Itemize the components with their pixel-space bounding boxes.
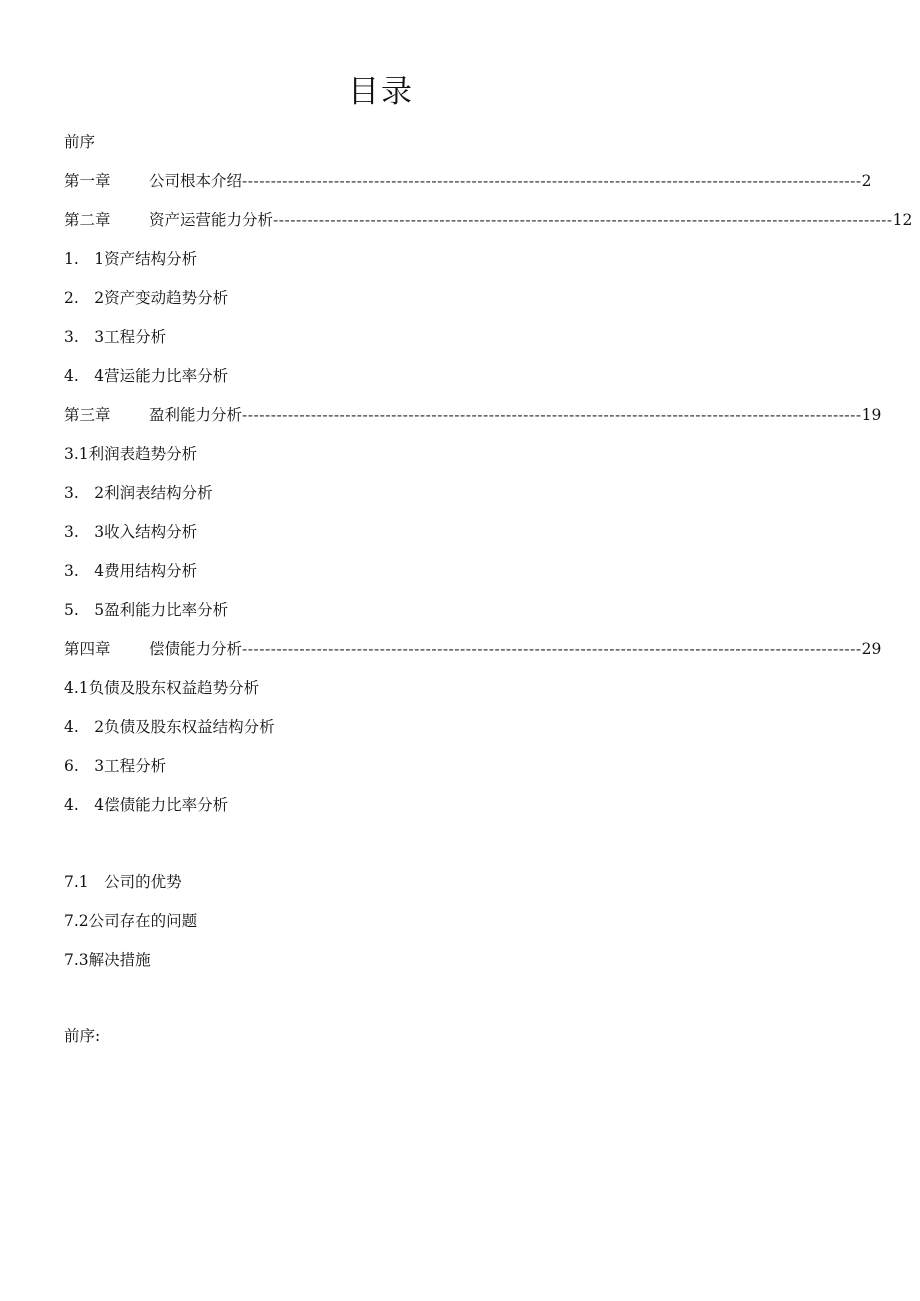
toc-section: 4. 4营运能力比率分析 [64,367,229,385]
chapter-page-number: 2 [861,172,872,190]
chapter-name: 盈利能力分析 [149,406,243,424]
chapter-name: 公司根本介绍 [149,172,243,190]
chapter-label: 第四章 [64,640,111,658]
toc-preface: 前序 [64,133,96,151]
toc-section: 4. 2负债及股东权益结构分析 [64,718,275,736]
dot-leader: ------------------------------------------------------------------------------------------------------------ [242,406,862,424]
chapter-name: 资产运营能力分析 [149,211,274,229]
dot-leader: ------------------------------------------------------------------------------------------------------------ [273,211,893,229]
toc-section: 3. 3收入结构分析 [64,523,198,541]
toc-section: 5. 5盈利能力比率分析 [64,601,229,619]
toc-section: 3. 2利润表结构分析 [64,484,213,502]
chapter-name: 偿债能力分析 [149,640,243,658]
toc-section: 4. 4偿债能力比率分析 [64,796,229,814]
toc-section: 7.3解决措施 [64,951,151,969]
toc-section: 7.2公司存在的问题 [64,912,198,930]
toc-section: 2. 2资产变动趋势分析 [64,289,229,307]
toc-section: 4.1负债及股东权益趋势分析 [64,679,260,697]
chapter-page-number: 29 [861,640,882,658]
preface-heading: 前序: [64,1027,101,1045]
toc-section: 3. 3工程分析 [64,328,167,346]
toc-chapter-4 [64,639,882,659]
toc-section: 1. 1资产结构分析 [64,250,198,268]
chapter-page-number: 19 [861,406,882,424]
toc-section: 3.1利润表趋势分析 [64,445,198,463]
toc-section: 3. 4费用结构分析 [64,562,198,580]
dot-leader: ------------------------------------------------------------------------------------------------------------ [242,640,862,658]
toc-chapter-2 [64,210,913,230]
toc-section: 6. 3工程分析 [64,757,167,775]
dot-leader: ------------------------------------------------------------------------------------------------------------ [242,172,862,190]
toc-title: 目录 [348,74,414,110]
chapter-label: 第二章 [64,211,111,229]
toc-section: 7.1 公司的优势 [64,873,182,891]
chapter-label: 第三章 [64,406,111,424]
toc-chapter-3 [64,405,882,425]
chapter-page-number: 12 [892,211,913,229]
toc-chapter-1 [64,171,872,191]
chapter-label: 第一章 [64,172,111,190]
